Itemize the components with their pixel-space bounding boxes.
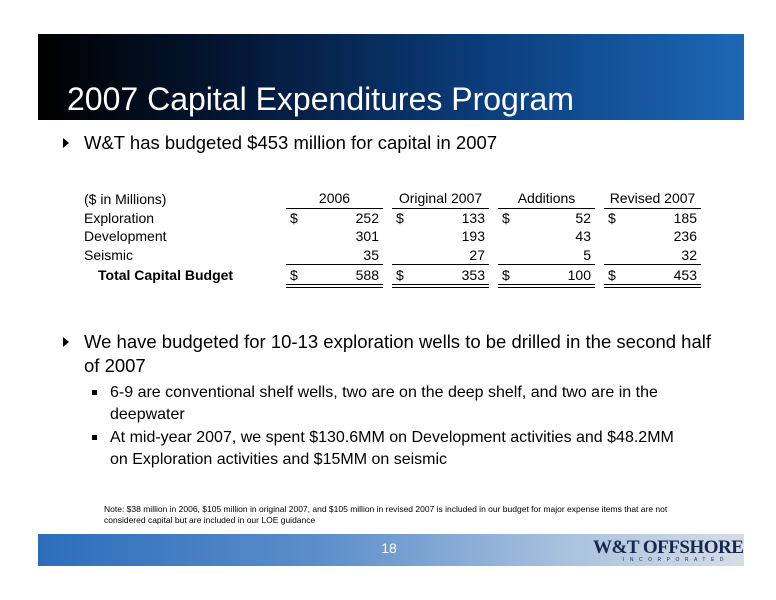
sub-bullet-well-types: 6-9 are conventional shelf wells, two are on the deep shelf, and two are in the deepwater (110, 384, 658, 423)
currency-symbol (392, 227, 418, 246)
currency-symbol (604, 246, 630, 265)
currency-symbol: $ (286, 265, 312, 286)
bullet-arrow-icon (63, 138, 69, 148)
currency-symbol: $ (608, 209, 616, 226)
table-cell: 43 (575, 228, 591, 245)
page-number: 18 (381, 540, 397, 556)
table-cell: 236 (673, 228, 697, 245)
table-header-row (84, 189, 701, 208)
currency-symbol (498, 246, 524, 265)
company-logo (593, 536, 744, 566)
table-cell: 453 (630, 265, 701, 286)
table-cell: 193 (461, 228, 485, 245)
column-header-original-2007: Original 2007 (392, 189, 489, 208)
row-label: Total Capital Budget (98, 267, 234, 284)
row-label: Seismic (84, 247, 134, 264)
table-row-total (84, 265, 701, 286)
currency-symbol (604, 227, 630, 246)
table-cell: 301 (355, 228, 379, 245)
bullet-budget: W&T has budgeted $453 million for capital in 2007 (84, 132, 498, 153)
slide-title: 2007 Capital Expenditures Program (67, 81, 574, 117)
currency-symbol: $ (604, 265, 630, 286)
currency-symbol: $ (396, 209, 404, 226)
sub-bullet-square-icon (92, 390, 97, 395)
currency-symbol (392, 246, 418, 265)
table-cell: 252 (355, 209, 379, 226)
table-cell: 35 (312, 246, 383, 265)
table-cell: 27 (418, 246, 489, 265)
currency-symbol: $ (502, 209, 510, 226)
table-cell: 5 (524, 246, 595, 265)
column-header-revised-2007: Revised 2007 (604, 189, 701, 208)
sub-bullet-square-icon (92, 435, 97, 440)
currency-symbol (286, 227, 312, 246)
row-label: Exploration (84, 209, 155, 226)
currency-symbol (498, 227, 524, 246)
bullet-exploration-wells: We have budgeted for 10-13 exploration wells to be drilled in the second half of 2007 (84, 331, 712, 376)
unit-label: ($ in Millions) (84, 190, 167, 207)
column-header-additions: Additions (498, 189, 595, 208)
currency-symbol (286, 246, 312, 265)
table-row-seismic (84, 246, 701, 265)
logo-subtext: INCORPORATED (623, 557, 729, 563)
sub-bullet-mid-year-spend: At mid-year 2007, we spent $130.6MM on Development activities and $48.2MM on Exploration activities and $15MM on seismic (110, 429, 674, 468)
bullet-arrow-icon (63, 337, 69, 347)
table-cell: 52 (575, 209, 591, 226)
table-row-exploration (84, 208, 701, 227)
table-cell: 32 (630, 246, 701, 265)
currency-symbol: $ (290, 209, 298, 226)
column-header-2006: 2006 (286, 189, 383, 208)
table-cell: 100 (524, 265, 595, 286)
table-cell: 185 (673, 209, 697, 226)
table-row-development (84, 227, 701, 246)
table-cell: 353 (418, 265, 489, 286)
capital-budget-table (84, 189, 701, 288)
footnote: Note: $38 million in 2006, $105 million in original 2007, and $105 million in revised 2007 is included in our budget for major expense items that are not considered capital but are included in our LOE guidance (104, 504, 668, 525)
logo-text: W&T OFFSHORE (593, 537, 744, 558)
row-label: Development (84, 228, 167, 245)
currency-symbol: $ (392, 265, 418, 286)
currency-symbol: $ (498, 265, 524, 286)
table-cell: 588 (312, 265, 383, 286)
table-cell: 133 (461, 209, 485, 226)
